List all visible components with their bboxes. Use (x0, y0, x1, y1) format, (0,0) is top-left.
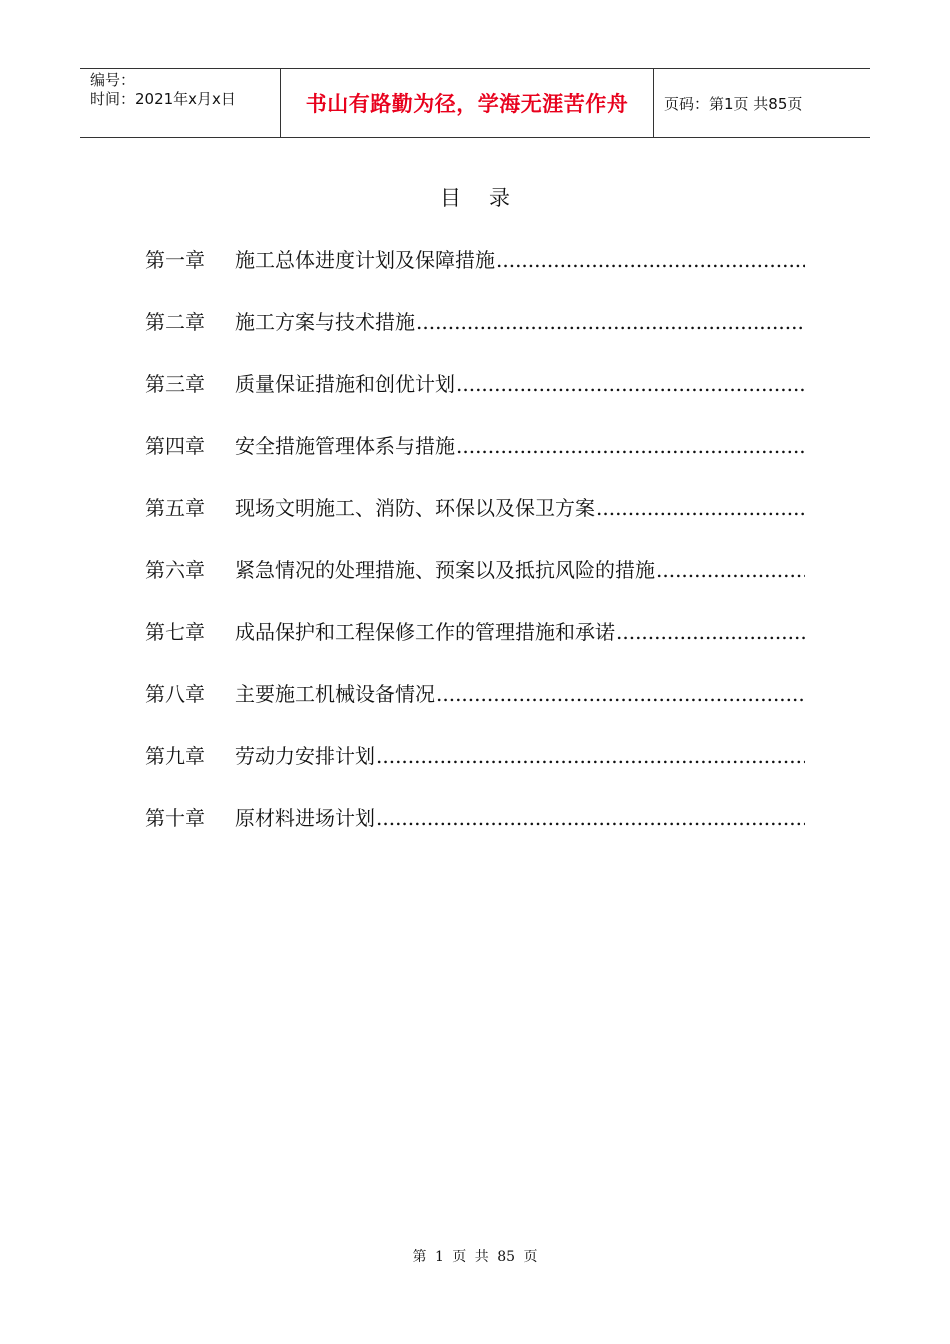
toc-chapter-label: 第二章 (145, 310, 205, 334)
toc-entry-title: 安全措施管理体系与措施 (235, 434, 455, 458)
toc-chapter-label: 第七章 (145, 620, 205, 644)
header-meta (80, 69, 281, 137)
toc-entry-title: 原材料进场计划 (235, 806, 375, 830)
toc-entry[interactable] (145, 802, 805, 864)
toc-entry[interactable] (145, 678, 805, 740)
toc-entry[interactable] (145, 244, 805, 306)
toc-chapter-label: 第四章 (145, 434, 205, 458)
toc-dot-leader (436, 682, 805, 706)
toc-dot-leader (616, 620, 805, 644)
page-header (80, 68, 870, 138)
toc-dot-leader (596, 496, 805, 520)
toc-chapter-label: 第十章 (145, 806, 205, 830)
toc-dot-leader (376, 806, 805, 830)
toc-entry-title: 劳动力安排计划 (235, 744, 375, 768)
page-footer: 第 1 页 共 85 页 (412, 1249, 538, 1265)
toc-entry-title: 现场文明施工、消防、环保以及保卫方案 (235, 496, 595, 520)
toc-dot-leader (416, 310, 805, 334)
toc-entry[interactable] (145, 616, 805, 678)
toc-dot-leader (456, 434, 805, 458)
toc-chapter-label: 第一章 (145, 248, 205, 272)
table-of-contents (145, 244, 805, 864)
toc-chapter-label: 第九章 (145, 744, 205, 768)
toc-dot-leader (496, 248, 805, 272)
toc-entry-title: 成品保护和工程保修工作的管理措施和承诺 (235, 620, 615, 644)
toc-dot-leader (656, 558, 805, 582)
toc-entry[interactable] (145, 740, 805, 802)
toc-chapter-label: 第五章 (145, 496, 205, 520)
toc-entry[interactable] (145, 554, 805, 616)
toc-entry[interactable] (145, 368, 805, 430)
toc-entry[interactable] (145, 430, 805, 492)
toc-entry-title: 紧急情况的处理措施、预案以及抵抗风险的措施 (235, 558, 655, 582)
toc-title-left: 目 (440, 186, 461, 210)
toc-chapter-label: 第六章 (145, 558, 205, 582)
toc-dot-leader (456, 372, 805, 396)
header-motto: 书山有路勤为径，学海无涯苦作舟 (281, 69, 654, 137)
toc-entry-title: 施工总体进度计划及保障措施 (235, 248, 495, 272)
toc-entry-title: 施工方案与技术措施 (235, 310, 415, 334)
document-number-label: 编号： (90, 71, 136, 89)
toc-chapter-label: 第三章 (145, 372, 205, 396)
toc-entry-title: 主要施工机械设备情况 (235, 682, 435, 706)
header-page-info: 页码：第1页 共85页 (664, 94, 803, 113)
document-date: 时间：2021年x月x日 (90, 90, 236, 108)
toc-entry-title: 质量保证措施和创优计划 (235, 372, 455, 396)
toc-title (0, 182, 950, 212)
toc-entry[interactable] (145, 306, 805, 368)
toc-entry[interactable] (145, 492, 805, 554)
toc-chapter-label: 第八章 (145, 682, 205, 706)
toc-title-right: 录 (489, 186, 510, 210)
toc-dot-leader (376, 744, 805, 768)
